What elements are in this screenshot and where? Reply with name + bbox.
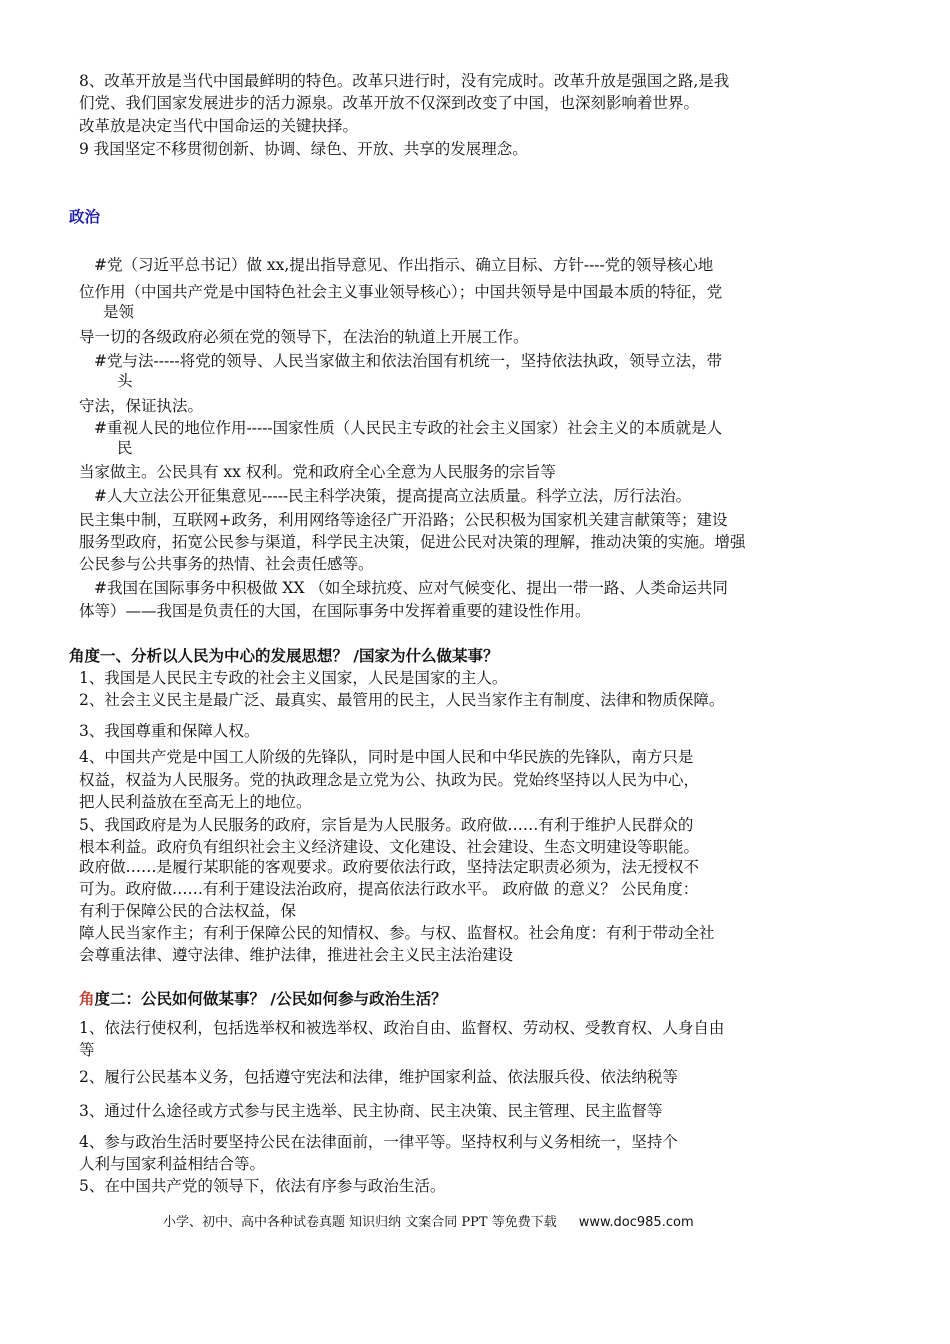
angle1-line-3: 3、我国尊重和保障人权。	[79, 722, 260, 740]
politics-p1-line-c: 是领	[103, 303, 135, 321]
angle2-line-3: 3、通过什么途径或方式参与民主选举、民主协商、民主决策、民主管理、民主监督等	[79, 1102, 663, 1120]
angle1-line-5c: 政府做……是履行某职能的客观要求。政府要依法行政，坚持法定职责必须为，法无授权不	[79, 858, 700, 876]
angle1-line-4a: 4、中国共产党是中国工人阶级的先锋队，同时是中国人民和中华民族的先锋队，南方只是	[79, 748, 694, 766]
politics-p4-line-a: #人大立法公开征集意见-----民主科学决策，提高提高立法质量。科学立法，厉行法治。	[94, 487, 692, 505]
politics-p1-line-b: 位作用（中国共产党是中国特色社会主义事业领导核心）；中国共领导是中国最本质的特征，党	[79, 283, 723, 301]
politics-p5-line-b: 体等）——我国是负责任的大国，在国际事务中发挥着重要的建设性作用。	[79, 602, 591, 620]
angle1-line-5d: 可为。政府做……有利于建设法治政府，提高依法行政水平。 政府做 的意义？ 公民角度：	[79, 880, 699, 898]
angle1-line-2: 2、社会主义民主是最广泛、最真实、最管用的民主，人民当家作主有制度、法律和物质保障。	[79, 691, 725, 709]
angle2-heading-rest: 度二：公民如何做某事？ /公民如何参与政治生活？	[94, 990, 447, 1008]
reform-line-3: 改革放是决定当代中国命运的关键抉择。	[79, 117, 359, 135]
angle2-heading	[79, 989, 447, 1009]
angle1-line-5e: 有利于保障公民的合法权益，保	[79, 902, 297, 920]
politics-p1-line-d: 导一切的各级政府必须在党的领导下，在法治的轨道上开展工作。	[79, 328, 529, 346]
politics-heading: 政治	[69, 208, 101, 226]
angle1-heading: 角度一、分析以人民为中心的发展思想？ /国家为什么做某事？	[69, 647, 499, 665]
angle2-line-1a: 1、依法行使权利，包括选举权和被选举权、政治自由、监督权、劳动权、受教育权、人身自由	[79, 1019, 725, 1037]
angle2-line-4a: 4、参与政治生活时要坚持公民在法律面前，一律平等。坚持权利与义务相统一，坚持个	[79, 1133, 678, 1151]
politics-p4-line-b: 民主集中制，互联网+政务，利用网络等途径广开沿路；公民积极为国家机关建言献策等；建设	[79, 511, 728, 529]
angle2-heading-first-char: 角	[79, 990, 95, 1008]
reform-line-1: 8、改革开放是当代中国最鲜明的特色。改革只进行时，没有完成时。改革升放是强国之路,是我	[79, 72, 730, 90]
angle1-line-5f: 障人民当家作主；有利于保障公民的知情权、参。与权、监督权。社会角度：有利于带动全社	[79, 924, 715, 942]
reform-line-4: 9 我国坚定不移贯彻创新、协调、绿色、开放、共享的发展理念。	[79, 140, 528, 158]
page-footer	[163, 1214, 694, 1232]
angle2-line-2: 2、履行公民基本义务，包括遵守宪法和法律，维护国家利益、依法服兵役、依法纳税等	[79, 1068, 678, 1086]
politics-p4-line-c: 服务型政府，拓宽公民参与渠道，科学民主决策，促进公民对决策的理解，推动决策的实施。增强	[79, 533, 746, 551]
politics-p3-line-a: #重视人民的地位作用-----国家性质（人民民主专政的社会主义国家）社会主义的本质就是人	[94, 419, 723, 437]
angle1-line-5g: 会尊重法律、遵守法律、维护法律，推进社会主义民主法治建设	[79, 946, 514, 964]
angle1-line-4b: 权益，权益为人民服务。党的执政理念是立党为公、执政为民。党始终坚持以人民为中心，	[79, 771, 700, 789]
politics-p1-line-a: #党（习近平总书记）做 xx,提出指导意见、作出指示、确立目标、方针----党的领导核心地	[94, 256, 714, 274]
angle1-line-1: 1、我国是人民民主专政的社会主义国家，人民是国家的主人。	[79, 669, 508, 687]
angle2-line-1b: 等	[79, 1041, 95, 1059]
politics-p3-line-b: 民	[117, 439, 133, 457]
politics-p2-line-b: 头	[117, 372, 133, 390]
reform-line-2: 们党、我们国家发展进步的活力源泉。改革开放不仅深到改变了中国，也深刻影响着世界。	[79, 94, 700, 112]
politics-p3-line-c: 当家做主。公民具有 xx 权利。党和政府全心全意为人民服务的宗旨等	[79, 463, 556, 481]
politics-p2-line-c: 守法，保证执法。	[79, 397, 204, 415]
angle2-line-4b: 人利与国家利益相结合等。	[79, 1155, 266, 1173]
angle1-line-5a: 5、我国政府是为人民服务的政府，宗旨是为人民服务。政府做……有利于维护人民群众的	[79, 816, 694, 834]
politics-p4-line-d: 公民参与公共事务的热情、社会责任感等。	[79, 555, 374, 573]
angle2-line-5: 5、在中国共产党的领导下，依法有序参与政治生活。	[79, 1177, 446, 1195]
politics-p5-line-a: #我国在国际事务中积极做 XX （如全球抗疫、应对气候变化、提出一带一路、人类命运共同	[94, 579, 728, 597]
footer-site-link[interactable]: www.doc985.com	[578, 1215, 694, 1230]
politics-p2-line-a: #党与法-----将党的领导、人民当家做主和依法治国有机统一，坚持依法执政，领导立法，带	[94, 352, 723, 370]
footer-text: 小学、初中、高中各种试卷真题 知识归纳 文案合同 PPT 等免费下载	[163, 1215, 557, 1230]
angle1-line-4c: 把人民利益放在至高无上的地位。	[79, 793, 312, 811]
angle1-line-5b: 根本利益。政府负有组织社会主义经济建设、文化建设、社会建设、生态文明建设等职能。	[79, 838, 700, 856]
